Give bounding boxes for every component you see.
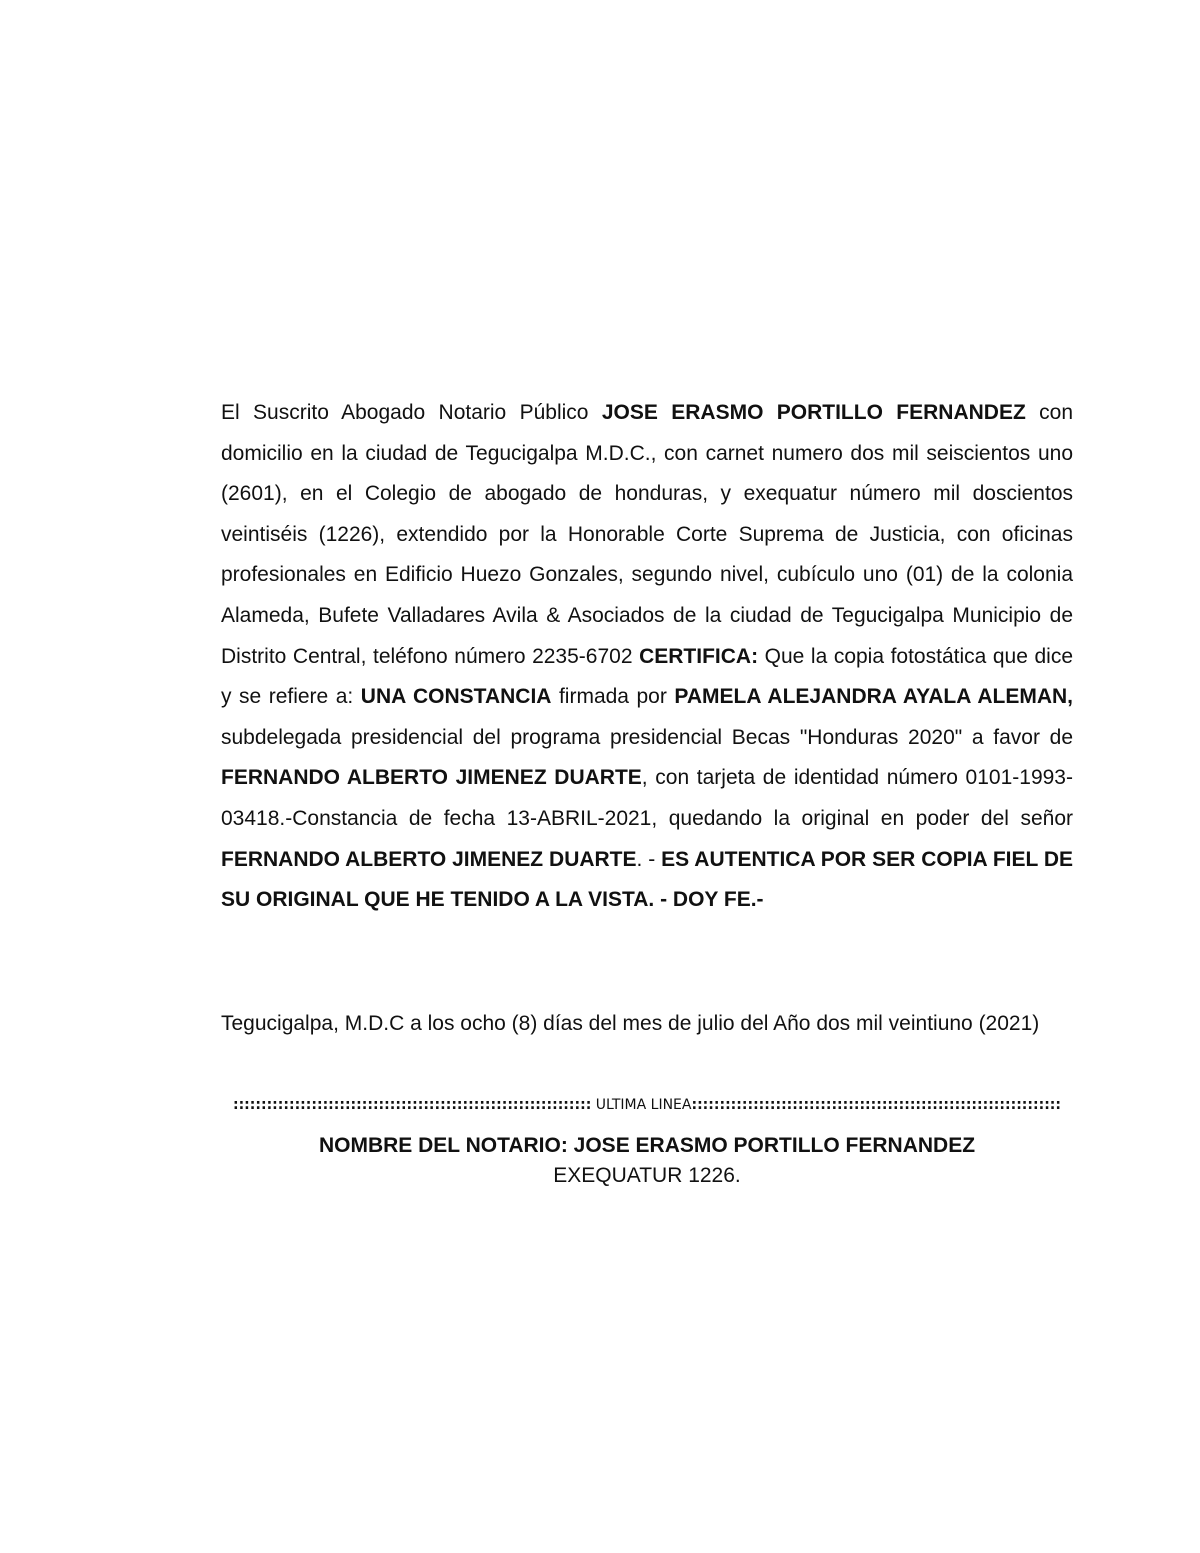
last-line-right-dots: :::::::::::::::::::::::::::::::::::::::::::::::::::::::::::::::::: [691, 1097, 1061, 1113]
certificate-paragraph [221, 393, 1073, 921]
notary-name-line: NOMBRE DEL NOTARIO: JOSE ERASMO PORTILLO FERNANDEZ [318, 1134, 976, 1157]
last-line-left-dots: :::::::::::::::::::::::::::::::::::::::::::::::::::::::::::::::: [232, 1097, 592, 1113]
notary-name-bold: JOSE ERASMO PORTILLO FERNANDEZ [601, 401, 1026, 424]
identity-text: , con tarjeta de identidad número 0101-1993-03418.-Constancia de fecha 13-ABRIL-2021, quedando la original en poder del señor [221, 766, 1073, 830]
signer-role-text: subdelegada presidencial del programa presidencial Becas "Honduras 2020" a favor de [221, 725, 1073, 749]
place-date-line: Tegucigalpa, M.D.C a los ocho (8) días del mes de julio del Año dos mil veintiuno (2021) [221, 1012, 1040, 1035]
last-line-marker [221, 1092, 1073, 1118]
beneficiary-name-bold: FERNANDO ALBERTO JIMENEZ DUARTE [221, 766, 642, 790]
notary-details-text: con domicilio en la ciudad de Tegucigalpa M.D.C., con carnet numero dos mil seiscientos uno (2601), en el Colegio de abogado de honduras, y exequatur número mil doscientos veintiséis (1226), extendido por la Honorable Corte Suprema de Justicia, con oficinas profesionales en Edificio Huezo Gonzales, segundo nivel, cubículo uno (01) de la colonia Alameda, Bufete Valladares Avila & Asociados de la ciudad de Tegucigalpa Municipio de Distrito Central, teléfono número 2235-6702 [221, 401, 1074, 668]
authenticity-statement-bold: ES AUTENTICA POR SER COPIA FIEL DE SU ORIGINAL QUE HE TENIDO A LA VISTA. - DOY FE.- [221, 847, 1073, 912]
exequatur-line: EXEQUATUR 1226. [553, 1164, 741, 1187]
intro-text: El Suscrito Abogado Notario Público [221, 401, 602, 424]
document-type-bold: UNA CONSTANCIA [360, 685, 552, 709]
separator-text: . - [636, 847, 662, 871]
copy-reference-text: Que la copia fotostática que dice y se refiere a: [221, 644, 1074, 709]
signed-by-text: firmada por [551, 685, 675, 709]
certifica-keyword: CERTIFICA: [639, 644, 759, 668]
signer-name-bold: PAMELA ALEJANDRA AYALA ALEMAN, [674, 685, 1073, 709]
beneficiary-name-repeat-bold: FERNANDO ALBERTO JIMENEZ DUARTE [221, 847, 637, 871]
last-line-label: ULTIMA LINEA [591, 1097, 692, 1113]
